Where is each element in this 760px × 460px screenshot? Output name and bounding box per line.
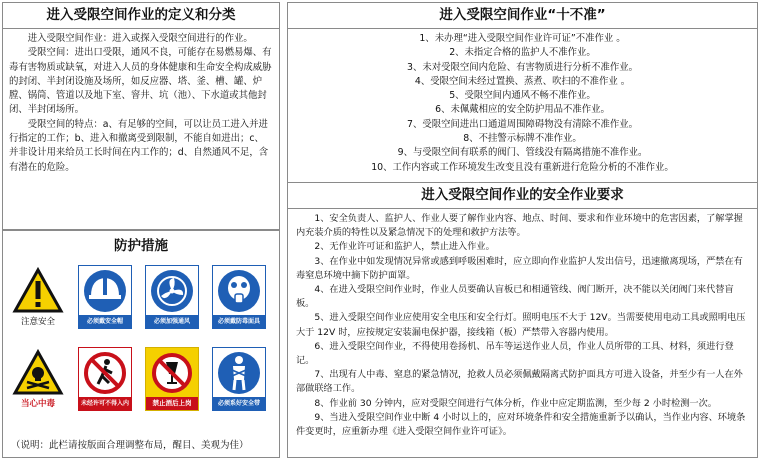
rule-item: 6、未佩戴相应的安全防护用品不准作业。 — [435, 104, 610, 116]
rule-item: 2、未指定合格的监护人不准作业。 — [449, 47, 596, 59]
ten-rules-title: 进入受限空间作业“十不准” — [288, 3, 757, 29]
sign-label: 必须戴防毒面具 — [213, 315, 265, 328]
sign-harness — [212, 347, 266, 411]
sign-ventilation — [145, 265, 199, 329]
sign-caution — [11, 265, 65, 329]
sign-label: 当心中毒 — [20, 399, 55, 409]
rule-item: 7、受限空间进出口通道周围障碍物没有清除不准作业。 — [407, 118, 638, 130]
rule-item: 1、未办理“进入受限空间作业许可证”不准作业 。 — [419, 33, 626, 44]
sign-label: 必须加强通风 — [146, 315, 198, 328]
sign-no-entry — [78, 347, 132, 411]
requirement-item: 1、安全负责人、监护人、作业人要了解作业内容、地点、时间、要求和作业环境中的危害因素，了解掌握内充装介质的特性以及紧急情况下的处理和救护方法等。 — [296, 213, 743, 239]
sign-label: 注意安全 — [20, 317, 55, 327]
requirements-panel — [287, 183, 758, 458]
ten-rules-list — [288, 29, 757, 175]
rule-item: 4、受限空间未经过置换、蒸煮、吹扫的不准作业 。 — [414, 75, 631, 87]
sign-gas-mask — [212, 265, 266, 329]
safety-signs — [3, 261, 279, 451]
no-alcohol-icon — [146, 348, 198, 398]
requirement-item: 2、无作业许可证和监护人，禁止进入作业。 — [314, 241, 495, 253]
protection-title: 防护措施 — [114, 238, 168, 254]
rule-item: 10、工作内容或工作环境发生改变且没有重新进行危险分析的不准作业。 — [371, 161, 674, 173]
helmet-icon — [79, 266, 131, 316]
requirements-title: 进入受限空间作业的安全作业要求 — [288, 183, 757, 209]
requirement-item: 4、在进入受限空间作业时，作业人员要确认盲板已和相通管线、阀门断开，决不能以关闭阀门来代替盲板。 — [296, 284, 734, 310]
rule-item: 8、不挂警示标牌不准作业。 — [463, 133, 582, 145]
rule-item: 5、受限空间内通风不畅不准作业。 — [449, 90, 596, 102]
requirement-item: 5、进入受限空间作业应使用安全电压和安全行灯。照明电压不大于 12V。当需要使用电动工具或照明电压大于 12V 时，应按规定安装漏电保护器，接线箱（板）严禁带入容器内使用。 — [296, 312, 746, 338]
gas-mask-icon — [213, 266, 265, 316]
protection-panel — [2, 230, 280, 458]
sign-poison — [11, 347, 65, 411]
ten-rules-panel — [287, 2, 758, 183]
safety-harness-icon — [213, 348, 265, 398]
poison-icon — [11, 347, 65, 399]
layout-note: （说明：此栏请按版面合理调整布局，醒目、美观为佳） — [11, 440, 249, 451]
rule-item: 9、与受限空间有联系的阀门、管线没有隔离措施不准作业。 — [397, 147, 648, 159]
sign-no-alcohol — [145, 347, 199, 411]
ventilation-fan-icon — [146, 266, 198, 316]
sign-label: 未经许可不得入内 — [79, 397, 131, 410]
definition-text — [3, 29, 279, 175]
definition-title: 进入受限空间作业的定义和分类 — [3, 3, 279, 29]
definition-paragraph: 进入受限空间作业：进入或探入受限空间进行的作业。 — [27, 33, 253, 44]
requirement-item: 8、作业前 30 分钟内，应对受限空间进行气体分析，作业中应定期监测，至少每 2 小时检测一次。 — [314, 397, 717, 409]
requirement-item: 9、当进入受限空间作业中断 4 小时以上的，应对环境条件和安全措施重新予以确认，当作业内容、环境条件变更时，应重新办理《进入受限空间作业许可证》。 — [296, 411, 746, 438]
sign-helmet — [78, 265, 132, 329]
sign-label: 禁止酒后上岗 — [146, 397, 198, 410]
definition-paragraph: 受限空间的特点：a、有足够的空间，可以让员工进入并进行指定的工作；b、进入和撤离受到限制，不能自如进出；c、并非设计用来给员工长时间在内工作的；d、自然通风不足，含有潜在的危险。 — [9, 118, 269, 173]
definition-paragraph: 受限空间：进出口受限，通风不良，可能存在易燃易爆、有毒有害物质或缺氧，对进入人员的身体健康和生命安全构成威胁的封闭、半封闭设施及场所，如反应器、塔、釜、槽、罐、炉膛、锅筒、管道以及地下室、窨井、坑（池）、下水道或其他封闭、半封闭场所。 — [9, 47, 272, 116]
definition-panel — [2, 2, 280, 230]
requirements-list — [288, 209, 757, 439]
sign-label: 必须戴安全帽 — [79, 315, 131, 328]
no-entry-person-icon — [79, 348, 131, 398]
warning-icon — [11, 265, 65, 317]
rule-item: 3、未对受限空间内危险、有害物质进行分析不准作业。 — [407, 61, 638, 73]
sign-label: 必须系好安全带 — [213, 397, 265, 410]
requirement-item: 3、在作业中如发现情况异常或感到呼吸困难时，应立即向作业监护人发出信号，迅速撤离现场，严禁在有毒窒息环境中摘下防护面罩。 — [296, 255, 743, 281]
requirement-item: 6、进入受限空间作业，不得使用卷扬机、吊车等运送作业人员，作业人员所带的工具、材料，须进行登记。 — [296, 340, 734, 367]
requirement-item: 7、出现有人中毒、窒息的紧急情况，抢救人员必须佩戴隔离式防护面具方可进入设备，并至少有一人在外部做联络工作。 — [296, 369, 743, 395]
